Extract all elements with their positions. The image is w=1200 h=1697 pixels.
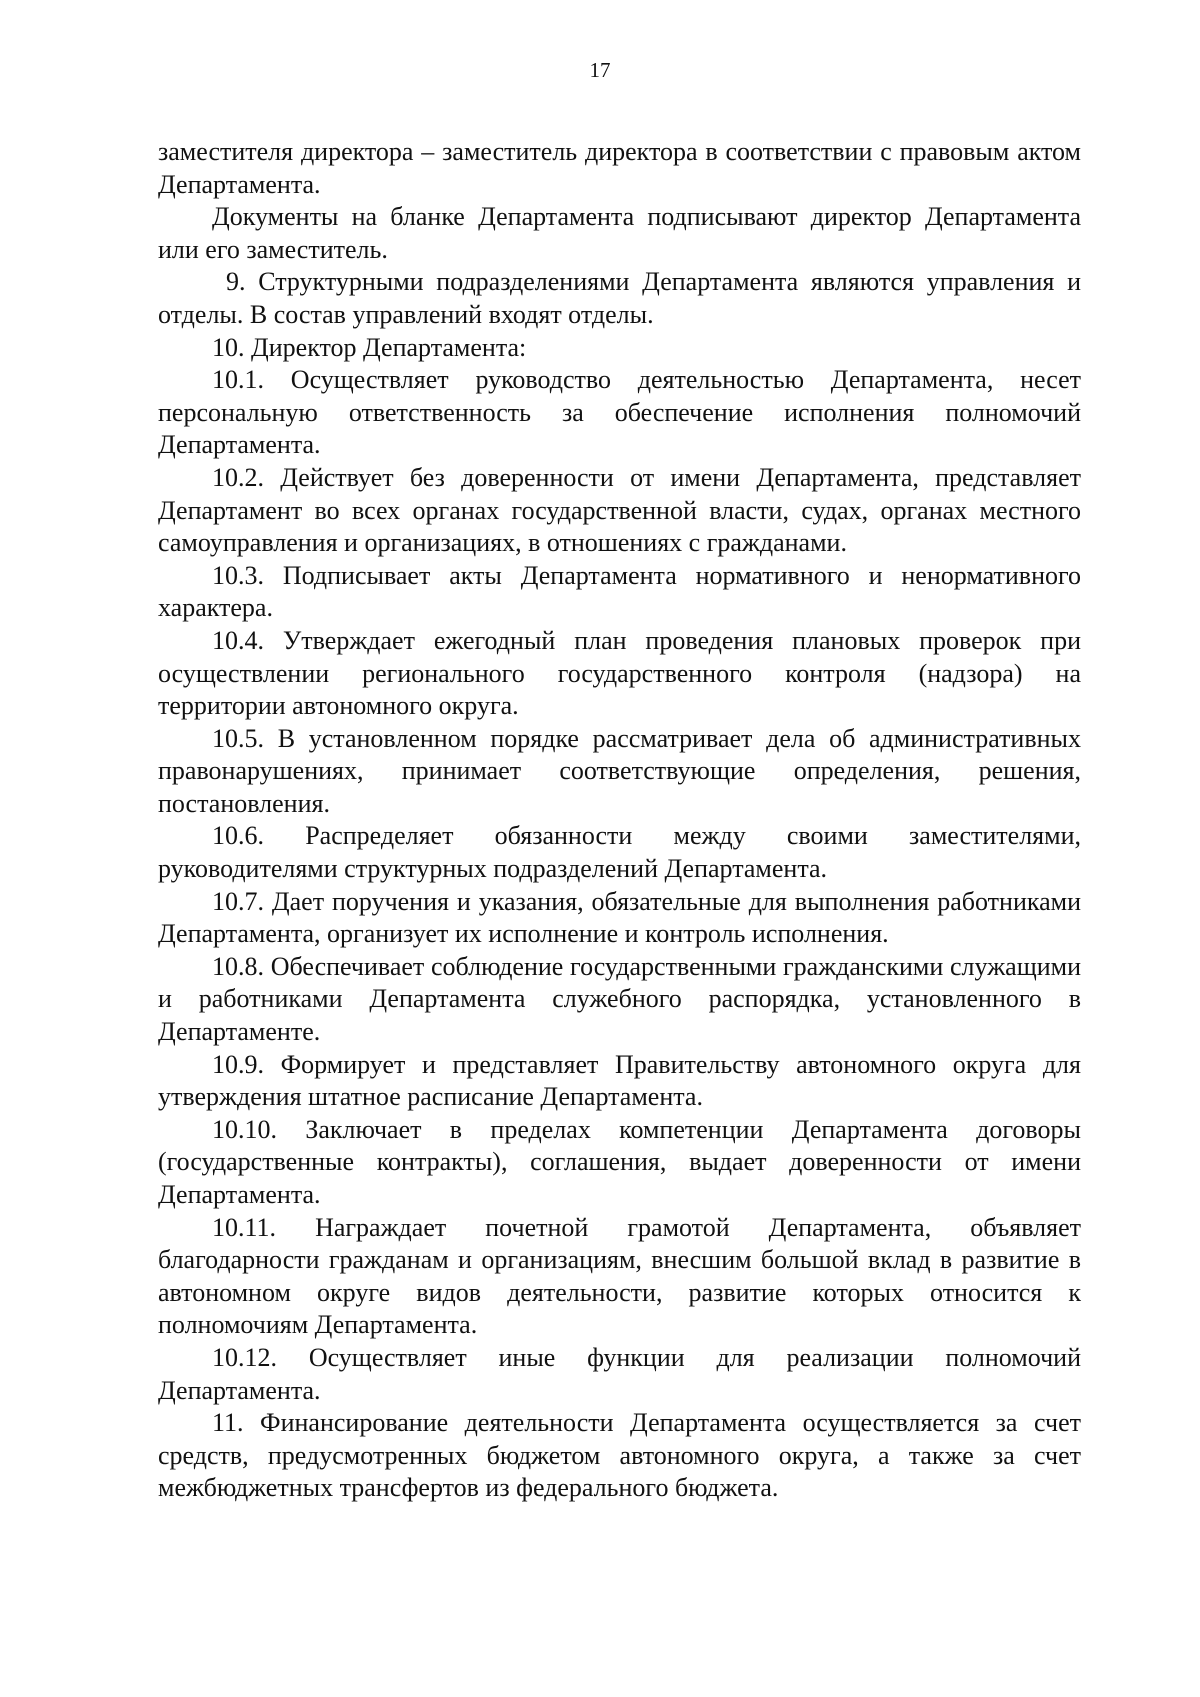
document-body	[158, 136, 1081, 1505]
paragraph-10-10: 10.10. Заключает в пределах компетенции Департамента договоры (государственные контракты), соглашения, выдает доверенности от имени Департамента.	[158, 1114, 1081, 1209]
paragraph-10: 10. Директор Департамента:	[212, 332, 527, 362]
page-number: 17	[589, 58, 611, 82]
paragraph-10-7: 10.7. Дает поручения и указания, обязательные для выполнения работниками Департамента, организует их исполнение и контроль исполнения.	[158, 886, 1081, 949]
paragraph-document-signing: Документы на бланке Департамента подписывают директор Департамента или его заместитель.	[158, 202, 1081, 264]
paragraph-10-9: 10.9. Формирует и представляет Правительству автономного округа для утверждения штатное расписание Департамента.	[158, 1049, 1081, 1112]
paragraph-9: 9. Структурными подразделениями Департамента являются управления и отделы. В состав управлений входят отделы.	[158, 267, 1081, 329]
paragraph-11: 11. Финансирование деятельности Департамента осуществляется за счет средств, предусмотренных бюджетом автономного округа, а также за счет межбюджетных трансфертов из федерального бюджета.	[158, 1408, 1081, 1503]
paragraph-10-12: 10.12. Осуществляет иные функции для реализации полномочий Департамента.	[158, 1342, 1081, 1405]
paragraph-10-1: 10.1. Осуществляет руководство деятельностью Департамента, несет персональную ответственность за обеспечение исполнения полномочий Департамента.	[158, 365, 1081, 460]
paragraph-10-2: 10.2. Действует без доверенности от имени Департамента, представляет Департамент во всех органах государственной власти, судах, органах местного самоуправления и организациях, в отношениях с гражданами.	[158, 462, 1081, 558]
paragraph-10-11: 10.11. Награждает почетной грамотой Департамента, объявляет благодарности гражданам и организациям, внесшим большой вклад в развитие в автономном округе видов деятельности, развитие которых относится к полномочиям Департамента.	[158, 1212, 1081, 1340]
paragraph-continuation: заместителя директора – заместитель директора в соответствии с правовым актом Департамента.	[158, 137, 1081, 199]
paragraph-10-8: 10.8. Обеспечивает соблюдение государственными гражданскими служащими и работниками Департамента служебного распорядка, установленного в Департаменте.	[158, 951, 1081, 1047]
paragraph-10-3: 10.3. Подписывает акты Департамента нормативного и ненормативного характера.	[158, 560, 1081, 623]
paragraph-10-6: 10.6. Распределяет обязанности между своими заместителями, руководителями структурных подразделений Департамента.	[158, 821, 1081, 884]
paragraph-10-5: 10.5. В установленном порядке рассматривает дела об административных правонарушениях, принимает соответствующие определения, решения, постановления.	[158, 723, 1081, 818]
paragraph-10-4: 10.4. Утверждает ежегодный план проведения плановых проверок при осуществлении регионального государственного контроля (надзора) на территории автономного округа.	[158, 625, 1081, 721]
